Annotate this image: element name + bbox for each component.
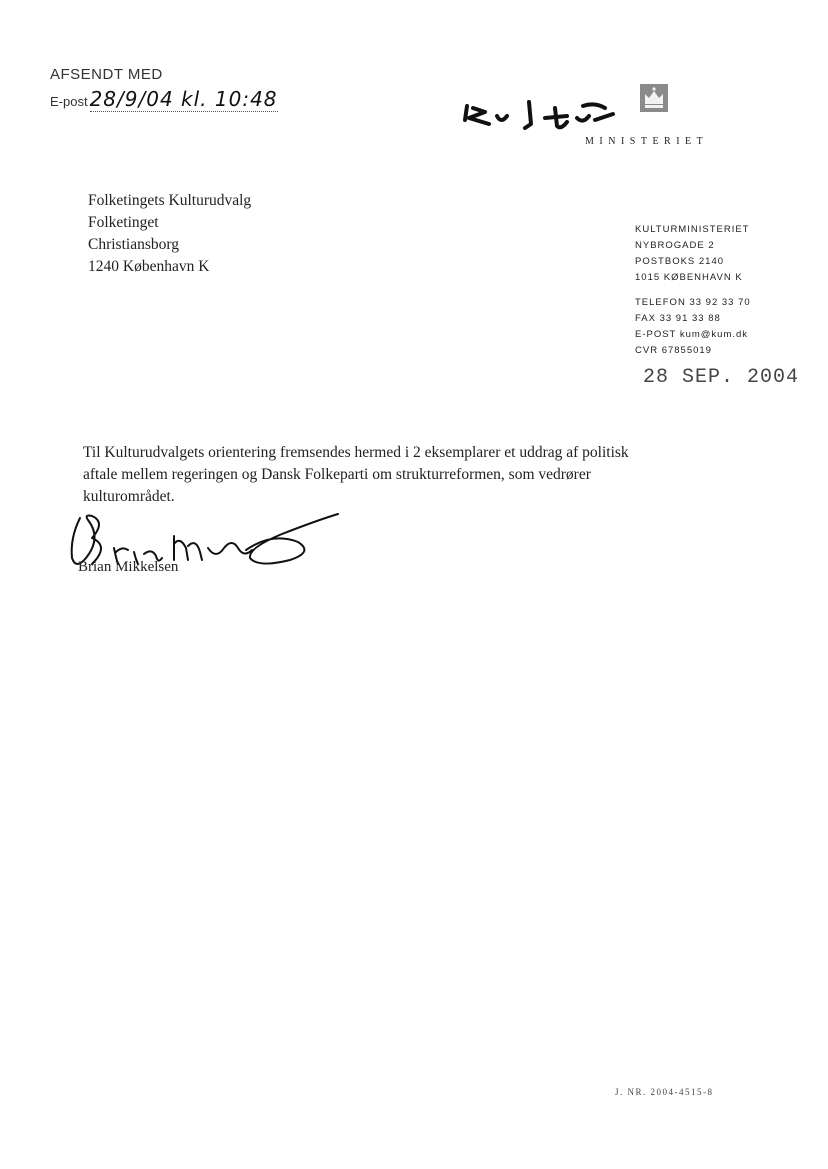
ministry-line: MINISTERIET [585, 136, 709, 147]
sender-line: POSTBOKS 2140 [635, 256, 725, 267]
sent-stamp [50, 66, 278, 111]
recipient-address [88, 190, 251, 278]
recipient-line: Folketingets Kulturudvalg [88, 192, 252, 209]
recipient-line: 1240 København K [88, 258, 210, 275]
signer-name: Brian Mikkelsen [78, 559, 179, 575]
stamp-label: E-post [50, 94, 88, 109]
royal-crown-icon [640, 84, 668, 112]
recipient-line: Folketinget [88, 214, 159, 231]
contact-line: FAX 33 91 33 88 [635, 313, 721, 324]
date-stamp: 28 SEP. 2004 [643, 366, 800, 389]
contact-line: E-POST kum@kum.dk [635, 329, 749, 340]
sender-line: KULTURMINISTERIET [635, 224, 750, 235]
stamp-handwritten-time: 28/9/04 kl. 10:48 [89, 87, 278, 111]
contact-line: TELEFON 33 92 33 70 [635, 297, 751, 308]
letter-body [83, 442, 643, 508]
stamp-title: AFSENDT MED [50, 66, 163, 83]
sender-line: 1015 KØBENHAVN K [635, 272, 743, 283]
contact-line: CVR 67855019 [635, 345, 712, 356]
stamp-line [50, 87, 278, 111]
body-line: kulturområdet. [83, 488, 175, 505]
spacer [635, 286, 751, 295]
journal-number: J. NR. 2004-4515-8 [615, 1087, 714, 1097]
sender-block [635, 222, 751, 359]
recipient-line: Christiansborg [88, 236, 179, 253]
sender-line: NYBROGADE 2 [635, 240, 715, 251]
body-line: Til Kulturudvalgets orientering fremsendes hermed i 2 eksemplarer et uddrag af politisk [83, 444, 629, 461]
body-line: aftale mellem regeringen og Dansk Folkeparti om strukturreformen, som vedrører [83, 466, 591, 483]
